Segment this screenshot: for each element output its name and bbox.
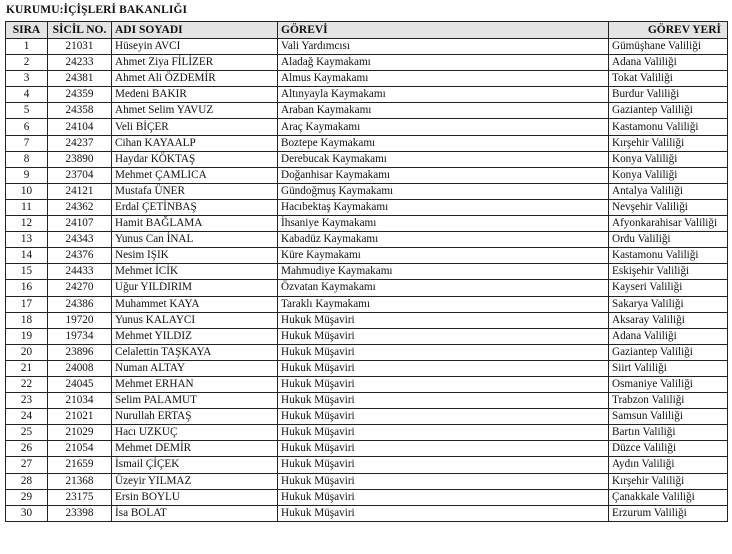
name-cell: Yunus Can İNAL (112, 232, 278, 248)
sira-cell: 30 (6, 505, 48, 521)
position-cell: Boztepe Kaymakamı (278, 135, 609, 151)
sira-cell: 9 (6, 167, 48, 183)
location-cell: Erzurum Valiliği (609, 505, 728, 521)
sira-cell: 8 (6, 151, 48, 167)
location-cell: Ordu Valiliği (609, 232, 728, 248)
table-row (6, 457, 728, 473)
name-cell: Veli BİÇER (112, 119, 278, 135)
table-row (6, 489, 728, 505)
name-cell: Uğur YILDIRIM (112, 280, 278, 296)
sicil-cell: 24343 (48, 232, 112, 248)
location-cell: Burdur Valiliği (609, 87, 728, 103)
position-cell: Hukuk Müşaviri (278, 344, 609, 360)
position-cell: Özvatan Kaymakamı (278, 280, 609, 296)
table-row (6, 409, 728, 425)
table-row (6, 103, 728, 119)
sicil-cell: 21031 (48, 39, 112, 55)
name-cell: İsa BOLAT (112, 505, 278, 521)
name-cell: Mehmet DEMİR (112, 441, 278, 457)
table-row (6, 199, 728, 215)
position-cell: Doğanhisar Kaymakamı (278, 167, 609, 183)
position-cell: Hukuk Müşaviri (278, 328, 609, 344)
location-cell: Çanakkale Valiliği (609, 489, 728, 505)
name-cell: Medeni BAKIR (112, 87, 278, 103)
name-cell: Ahmet Ziya FİLİZER (112, 55, 278, 71)
sira-cell: 3 (6, 71, 48, 87)
location-cell: Afyonkarahisar Valiliği (609, 216, 728, 232)
header-gorev-yeri: GÖREV YERİ (609, 22, 728, 39)
sicil-cell: 21021 (48, 409, 112, 425)
name-cell: Nurullah ERTAŞ (112, 409, 278, 425)
table-row (6, 264, 728, 280)
position-cell: Hukuk Müşaviri (278, 489, 609, 505)
table-row (6, 216, 728, 232)
table-row (6, 71, 728, 87)
sira-cell: 27 (6, 457, 48, 473)
position-cell: Hukuk Müşaviri (278, 473, 609, 489)
position-cell: Derebucak Kaymakamı (278, 151, 609, 167)
sicil-cell: 23704 (48, 167, 112, 183)
sira-cell: 1 (6, 39, 48, 55)
sira-cell: 10 (6, 183, 48, 199)
location-cell: Bartın Valiliği (609, 425, 728, 441)
sicil-cell: 21034 (48, 393, 112, 409)
sicil-cell: 24381 (48, 71, 112, 87)
location-cell: Aydın Valiliği (609, 457, 728, 473)
location-cell: Konya Valiliği (609, 167, 728, 183)
location-cell: Konya Valiliği (609, 151, 728, 167)
table-row (6, 441, 728, 457)
sicil-cell: 24104 (48, 119, 112, 135)
location-cell: Kırşehir Valiliği (609, 135, 728, 151)
name-cell: Hacı UZKUÇ (112, 425, 278, 441)
sira-cell: 5 (6, 103, 48, 119)
sira-cell: 20 (6, 344, 48, 360)
table-row (6, 87, 728, 103)
table-row (6, 360, 728, 376)
name-cell: Hüseyin AVCI (112, 39, 278, 55)
position-cell: Hukuk Müşaviri (278, 312, 609, 328)
sira-cell: 4 (6, 87, 48, 103)
location-cell: Düzce Valiliği (609, 441, 728, 457)
sira-cell: 14 (6, 248, 48, 264)
sira-cell: 23 (6, 393, 48, 409)
sira-cell: 26 (6, 441, 48, 457)
position-cell: Hukuk Müşaviri (278, 457, 609, 473)
name-cell: Ersin BOYLU (112, 489, 278, 505)
location-cell: Gaziantep Valiliği (609, 103, 728, 119)
table-row (6, 167, 728, 183)
location-cell: Gümüşhane Valiliği (609, 39, 728, 55)
sira-cell: 16 (6, 280, 48, 296)
table-body (6, 39, 728, 522)
header-gorevi: GÖREVİ (278, 22, 609, 39)
table-row (6, 312, 728, 328)
sicil-cell: 21054 (48, 441, 112, 457)
location-cell: Aksaray Valiliği (609, 312, 728, 328)
table-row (6, 328, 728, 344)
name-cell: Mustafa ÜNER (112, 183, 278, 199)
position-cell: Hukuk Müşaviri (278, 409, 609, 425)
location-cell: Trabzon Valiliği (609, 393, 728, 409)
sicil-cell: 23890 (48, 151, 112, 167)
location-cell: Gaziantep Valiliği (609, 344, 728, 360)
location-cell: Samsun Valiliği (609, 409, 728, 425)
position-cell: Hukuk Müşaviri (278, 393, 609, 409)
sira-cell: 29 (6, 489, 48, 505)
name-cell: Erdal ÇETİNBAŞ (112, 199, 278, 215)
sicil-cell: 24008 (48, 360, 112, 376)
position-cell: Vali Yardımcısı (278, 39, 609, 55)
name-cell: Yunus KALAYCI (112, 312, 278, 328)
position-cell: Aladağ Kaymakamı (278, 55, 609, 71)
sicil-cell: 24233 (48, 55, 112, 71)
position-cell: Gündoğmuş Kaymakamı (278, 183, 609, 199)
location-cell: Osmaniye Valiliği (609, 376, 728, 392)
name-cell: Mehmet ÇAMLICA (112, 167, 278, 183)
table-row (6, 248, 728, 264)
location-cell: Adana Valiliği (609, 328, 728, 344)
sicil-cell: 24362 (48, 199, 112, 215)
name-cell: Celalettin TAŞKAYA (112, 344, 278, 360)
sicil-cell: 24358 (48, 103, 112, 119)
table-row (6, 393, 728, 409)
name-cell: Ahmet Ali ÖZDEMİR (112, 71, 278, 87)
sira-cell: 15 (6, 264, 48, 280)
position-cell: Hukuk Müşaviri (278, 441, 609, 457)
sira-cell: 19 (6, 328, 48, 344)
location-cell: Tokat Valiliği (609, 71, 728, 87)
location-cell: Antalya Valiliği (609, 183, 728, 199)
name-cell: Mehmet İCİK (112, 264, 278, 280)
sicil-cell: 24237 (48, 135, 112, 151)
sicil-cell: 24270 (48, 280, 112, 296)
sicil-cell: 23398 (48, 505, 112, 521)
location-cell: Eskişehir Valiliği (609, 264, 728, 280)
position-cell: Altınyayla Kaymakamı (278, 87, 609, 103)
table-row (6, 151, 728, 167)
position-cell: Kabadüz Kaymakamı (278, 232, 609, 248)
table-row (6, 55, 728, 71)
table-row (6, 425, 728, 441)
table-row (6, 505, 728, 521)
table-row (6, 135, 728, 151)
position-cell: Taraklı Kaymakamı (278, 296, 609, 312)
sira-cell: 17 (6, 296, 48, 312)
sira-cell: 12 (6, 216, 48, 232)
sira-cell: 25 (6, 425, 48, 441)
sira-cell: 7 (6, 135, 48, 151)
sicil-cell: 19720 (48, 312, 112, 328)
position-cell: Hukuk Müşaviri (278, 505, 609, 521)
sicil-cell: 21029 (48, 425, 112, 441)
table-row (6, 473, 728, 489)
position-cell: Küre Kaymakamı (278, 248, 609, 264)
name-cell: Muhammet KAYA (112, 296, 278, 312)
sira-cell: 18 (6, 312, 48, 328)
position-cell: Hacıbektaş Kaymakamı (278, 199, 609, 215)
name-cell: Cihan KAYAALP (112, 135, 278, 151)
name-cell: Ahmet Selim YAVUZ (112, 103, 278, 119)
name-cell: Üzeyir YILMAZ (112, 473, 278, 489)
sicil-cell: 23175 (48, 489, 112, 505)
sicil-cell: 24433 (48, 264, 112, 280)
sicil-cell: 23896 (48, 344, 112, 360)
sicil-cell: 24121 (48, 183, 112, 199)
table-row (6, 183, 728, 199)
sira-cell: 22 (6, 376, 48, 392)
position-cell: Araç Kaymakamı (278, 119, 609, 135)
name-cell: Selim PALAMUT (112, 393, 278, 409)
position-cell: Hukuk Müşaviri (278, 376, 609, 392)
sira-cell: 6 (6, 119, 48, 135)
sicil-cell: 24386 (48, 296, 112, 312)
name-cell: Haydar KÖKTAŞ (112, 151, 278, 167)
name-cell: Hamit BAĞLAMA (112, 216, 278, 232)
position-cell: Almus Kaymakamı (278, 71, 609, 87)
sira-cell: 2 (6, 55, 48, 71)
table-row (6, 232, 728, 248)
table-row (6, 376, 728, 392)
table-row (6, 39, 728, 55)
location-cell: Nevşehir Valiliği (609, 199, 728, 215)
table-row (6, 119, 728, 135)
sicil-cell: 21368 (48, 473, 112, 489)
sira-cell: 21 (6, 360, 48, 376)
position-cell: Hukuk Müşaviri (278, 425, 609, 441)
location-cell: Siirt Valiliği (609, 360, 728, 376)
sira-cell: 28 (6, 473, 48, 489)
name-cell: İsmail ÇİÇEK (112, 457, 278, 473)
header-sira: SIRA (6, 22, 48, 39)
position-cell: Araban Kaymakamı (278, 103, 609, 119)
table-header-row (6, 22, 728, 39)
sicil-cell: 24107 (48, 216, 112, 232)
header-adi-soyadi: ADI SOYADI (112, 22, 278, 39)
name-cell: Numan ALTAY (112, 360, 278, 376)
location-cell: Kayseri Valiliği (609, 280, 728, 296)
name-cell: Mehmet ERHAN (112, 376, 278, 392)
table-row (6, 344, 728, 360)
location-cell: Kırşehir Valiliği (609, 473, 728, 489)
appointments-table (5, 21, 728, 522)
table-row (6, 296, 728, 312)
sicil-cell: 24045 (48, 376, 112, 392)
position-cell: Hukuk Müşaviri (278, 360, 609, 376)
organization-title: KURUMU:İÇİŞLERİ BAKANLIĞI (6, 4, 188, 16)
location-cell: Kastamonu Valiliği (609, 119, 728, 135)
sira-cell: 11 (6, 199, 48, 215)
sicil-cell: 21659 (48, 457, 112, 473)
position-cell: İhsaniye Kaymakamı (278, 216, 609, 232)
sicil-cell: 24359 (48, 87, 112, 103)
name-cell: Nesim IŞIK (112, 248, 278, 264)
table-row (6, 280, 728, 296)
position-cell: Mahmudiye Kaymakamı (278, 264, 609, 280)
location-cell: Sakarya Valiliği (609, 296, 728, 312)
location-cell: Adana Valiliği (609, 55, 728, 71)
sira-cell: 13 (6, 232, 48, 248)
sicil-cell: 24376 (48, 248, 112, 264)
location-cell: Kastamonu Valiliği (609, 248, 728, 264)
sicil-cell: 19734 (48, 328, 112, 344)
sira-cell: 24 (6, 409, 48, 425)
name-cell: Mehmet YILDIZ (112, 328, 278, 344)
header-sicil-no: SİCİL NO. (48, 22, 112, 39)
